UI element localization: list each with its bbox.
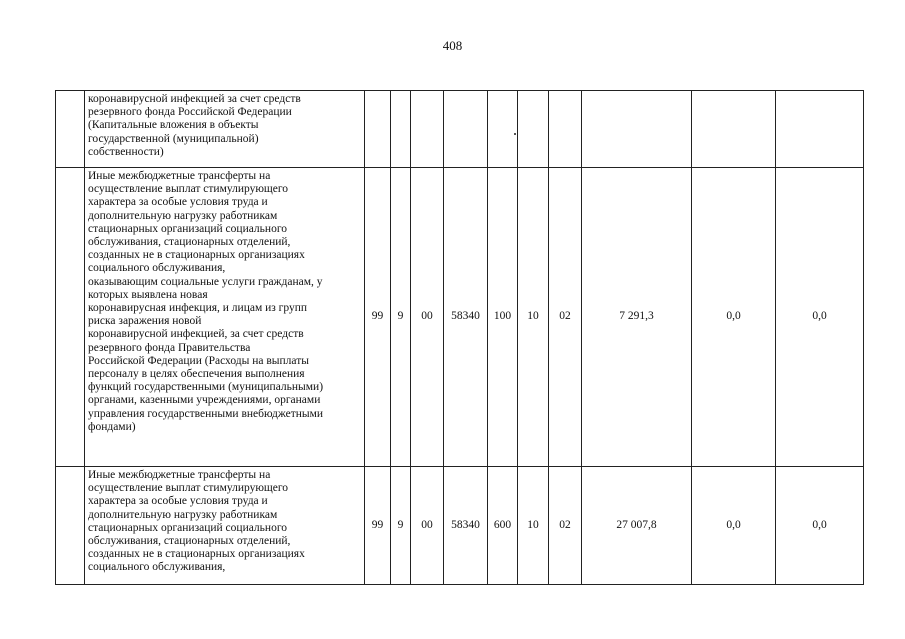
empty-cell — [56, 467, 85, 585]
description-line: обслуживания, стационарных отделений, — [88, 535, 291, 548]
code-cell-subsection — [549, 91, 582, 168]
description-line: резервного фонда Российской Федерации — [88, 106, 292, 119]
code-cell-section — [518, 91, 549, 168]
amount-cell-year2: 0,0 — [692, 168, 776, 467]
empty-cell — [56, 168, 85, 467]
code-cell-section: 10 — [518, 168, 549, 467]
description-line: фондами) — [88, 420, 136, 433]
code-cell-subprogram — [411, 91, 444, 168]
description-line: характера за особые условия труда и — [88, 196, 268, 209]
table-body — [56, 91, 864, 585]
description-line: стационарных организаций социального — [88, 222, 287, 235]
description-line: коронавирусная инфекция, и лицам из групп — [88, 302, 308, 315]
description-line: дополнительную нагрузку работникам — [88, 209, 278, 222]
code-cell-ministry: 99 — [365, 467, 391, 585]
description-line: собственности) — [88, 145, 164, 158]
description-line: стационарных организаций социального — [88, 521, 287, 534]
description-line: обслуживания, стационарных отделений, — [88, 236, 291, 249]
amount-cell-year3: 0,0 — [776, 168, 864, 467]
description-cell — [85, 168, 365, 467]
description-line: коронавирусной инфекцией за счет средств — [88, 93, 301, 105]
code-cell-ministry: 99 — [365, 168, 391, 467]
code-cell-expense-type — [488, 91, 518, 168]
amount-cell-year3: 0,0 — [776, 467, 864, 585]
description-line: социального обслуживания, — [88, 262, 226, 275]
description-line: резервного фонда Правительства — [88, 341, 251, 354]
description-line: которых выявлена новая — [88, 288, 208, 301]
empty-cell — [56, 91, 85, 168]
code-cell-subprogram: 00 — [411, 467, 444, 585]
amount-cell-year1 — [582, 91, 692, 168]
description-line: созданных не в стационарных организациях — [88, 548, 305, 561]
code-cell-section: 10 — [518, 467, 549, 585]
description-line: дополнительную нагрузку работникам — [88, 508, 278, 521]
code-cell-expense-type: 100 — [488, 168, 518, 467]
code-cell-subsection: 02 — [549, 168, 582, 467]
amount-cell-year2 — [692, 91, 776, 168]
description-line: коронавирусной инфекцией, за счет средств — [88, 328, 304, 341]
table-row — [56, 91, 864, 168]
description-cell — [85, 467, 365, 585]
description-line: органами, казенными учреждениями, органами — [88, 394, 321, 407]
description-line: оказывающим социальные услуги гражданам, у — [88, 275, 323, 288]
code-cell-subprogram: 00 — [411, 168, 444, 467]
description-line: функций государственными (муниципальными) — [88, 381, 324, 394]
description-line: управления государственными внебюджетными — [88, 407, 324, 420]
code-cell-direction: 58340 — [444, 168, 488, 467]
amount-cell-year1: 27 007,8 — [582, 467, 692, 585]
description-line: осуществление выплат стимулирующего — [88, 183, 289, 196]
amount-cell-year1: 7 291,3 — [582, 168, 692, 467]
table-row — [56, 467, 864, 585]
description-line: характера за особые условия труда и — [88, 495, 268, 508]
code-cell-program: 9 — [391, 467, 411, 585]
code-cell-program — [391, 91, 411, 168]
description-line: Российской Федерации (Расходы на выплаты — [88, 354, 309, 367]
description-line: созданных не в стационарных организациях — [88, 249, 305, 262]
table-row — [56, 168, 864, 467]
description-line: персоналу в целях обеспечения выполнения — [88, 368, 305, 381]
description-line: осуществление выплат стимулирующего — [88, 482, 289, 495]
description-line: социального обслуживания, — [88, 561, 226, 574]
amount-cell-year3 — [776, 91, 864, 168]
code-cell-direction: 58340 — [444, 467, 488, 585]
code-cell-ministry — [365, 91, 391, 168]
description-line: Иные межбюджетные трансферты на — [88, 469, 271, 481]
description-line: (Капитальные вложения в объекты — [88, 119, 259, 132]
budget-table — [55, 90, 864, 585]
code-cell-direction — [444, 91, 488, 168]
description-line: риска заражения новой — [88, 315, 202, 328]
code-cell-subsection: 02 — [549, 467, 582, 585]
description-cell — [85, 91, 365, 168]
description-line: Иные межбюджетные трансферты на — [88, 170, 271, 182]
description-line: государственной (муниципальной) — [88, 132, 259, 145]
page-number: 408 — [442, 38, 463, 53]
amount-cell-year2: 0,0 — [692, 467, 776, 585]
code-cell-program: 9 — [391, 168, 411, 467]
code-cell-expense-type: 600 — [488, 467, 518, 585]
